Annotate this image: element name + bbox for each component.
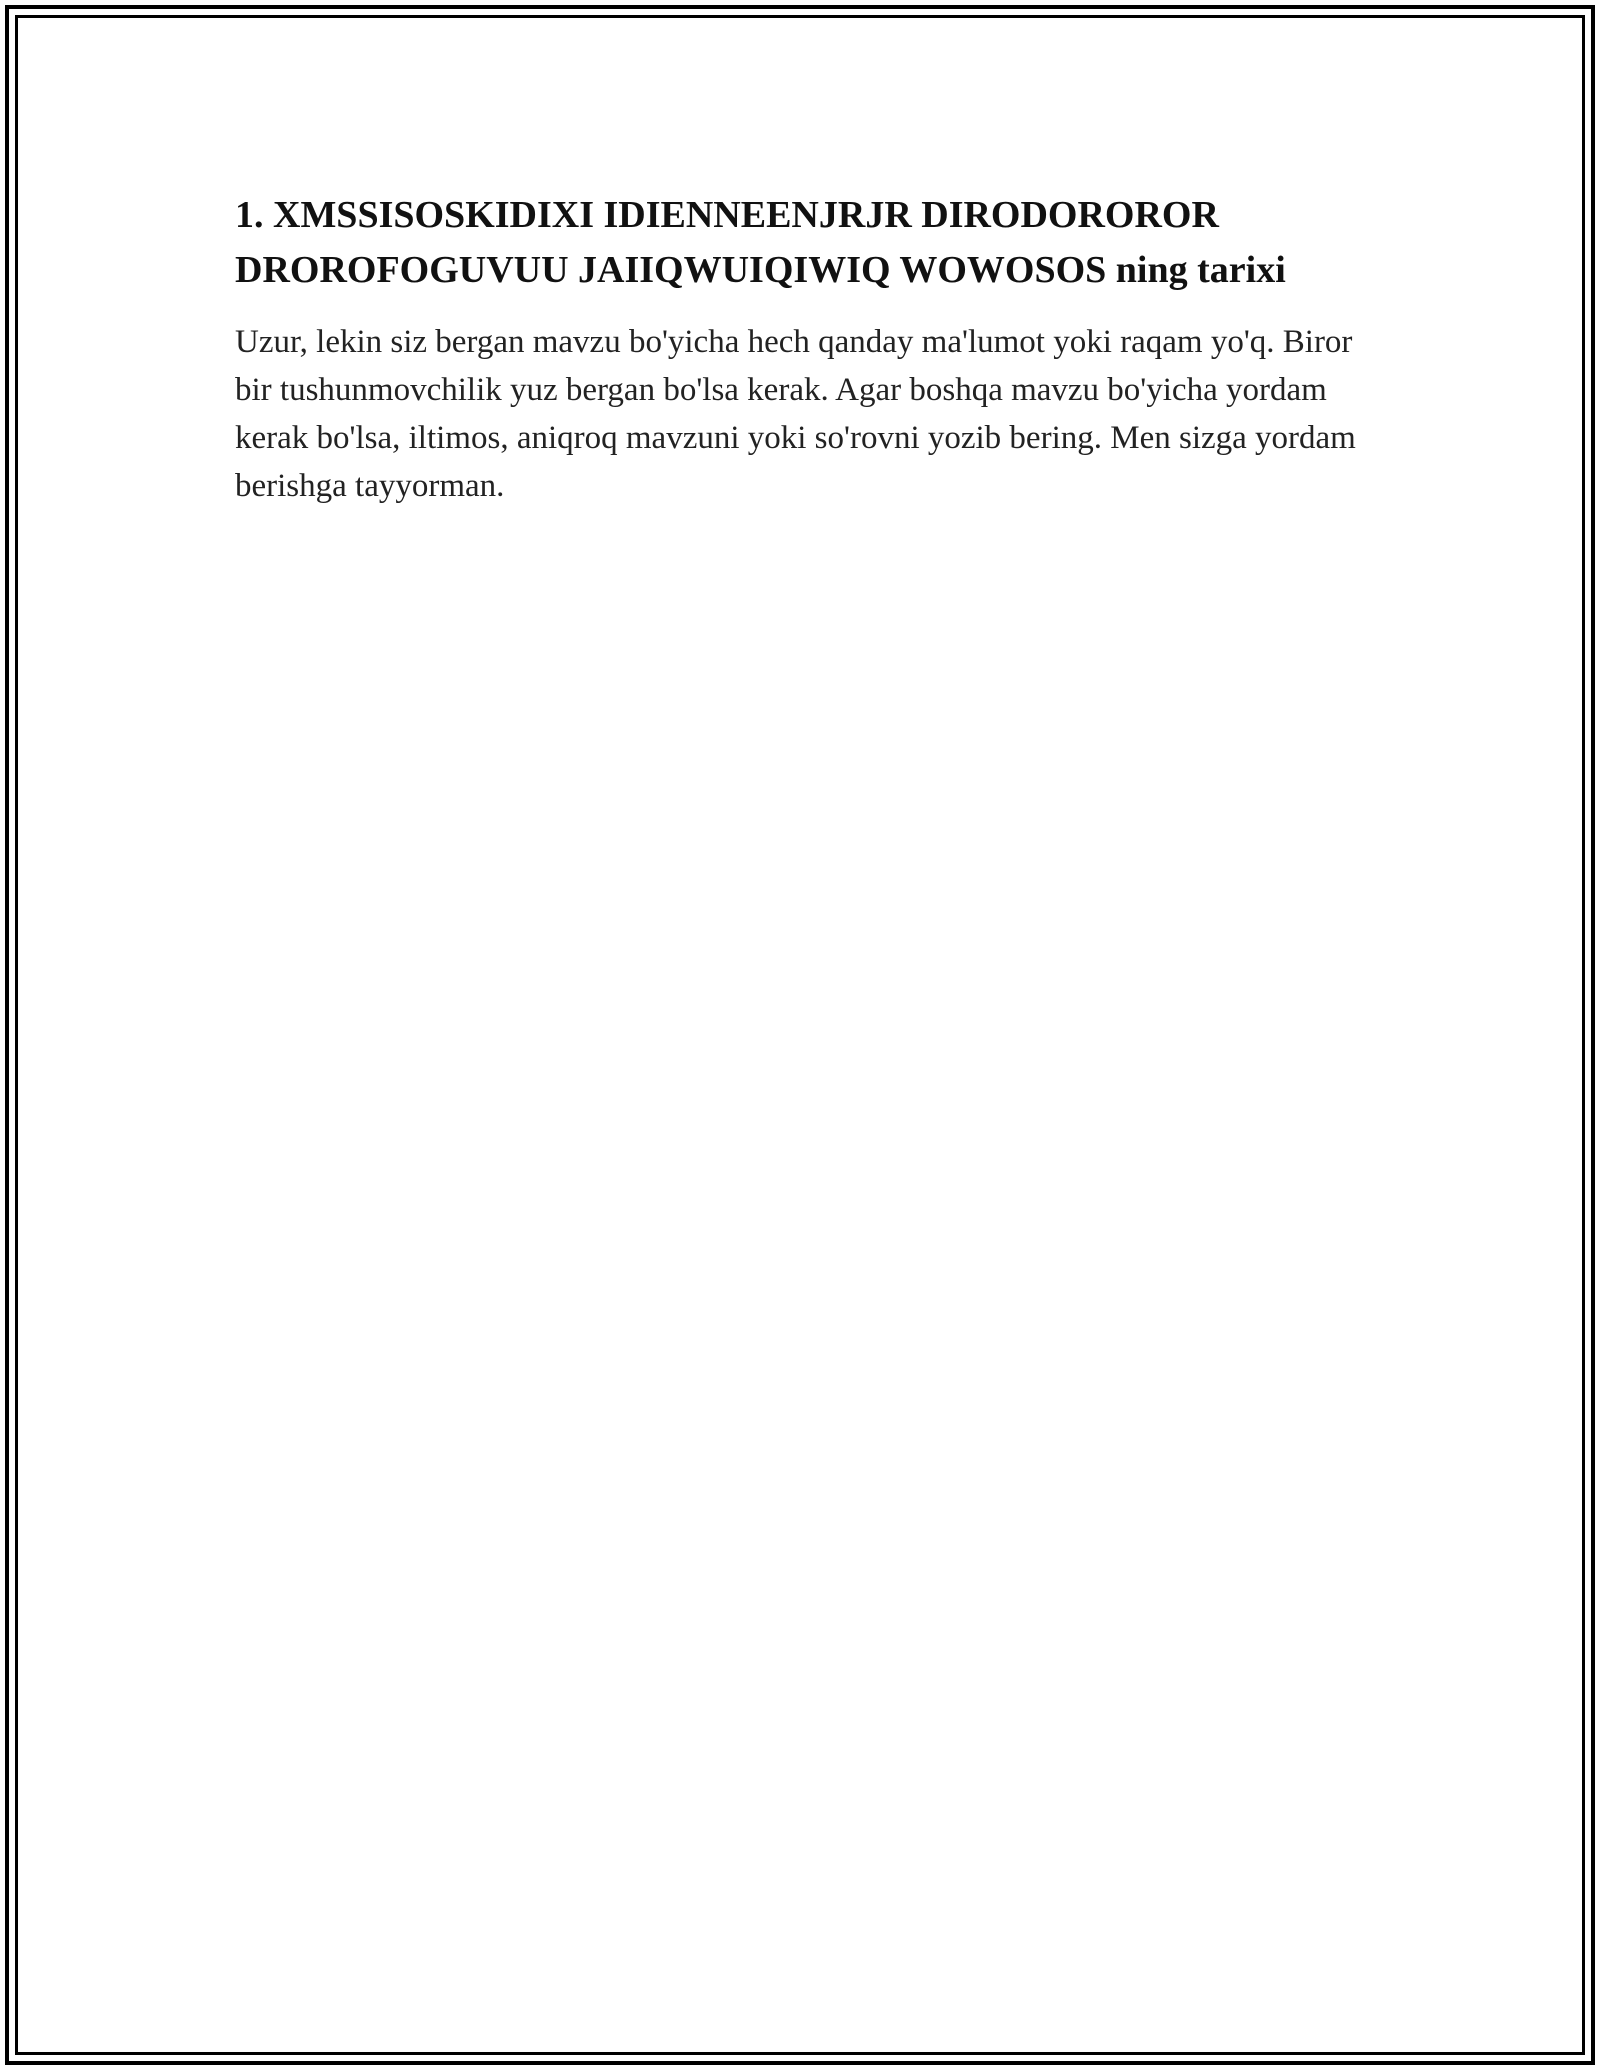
body-paragraph: Uzur, lekin siz bergan mavzu bo'yicha hech qanday ma'lumot yoki raqam yo'q. Biror bir tushunmovchilik yuz bergan bo'lsa kerak. Agar boshqa mavzu bo'yicha yordam kerak bo'lsa, iltimos, aniqroq mavzuni yoki so'rovni yozib bering. Men sizga yordam berishga tayyorman. [235, 324, 1356, 504]
document-content [235, 188, 1370, 510]
section-heading: 1. XMSSISOSKIDIXI IDIENNEENJRJR DIRODOROROR DROROFOGUVUU JAIIQWUIQIWIQ WOWOSOS ning tarixi [235, 194, 1286, 291]
